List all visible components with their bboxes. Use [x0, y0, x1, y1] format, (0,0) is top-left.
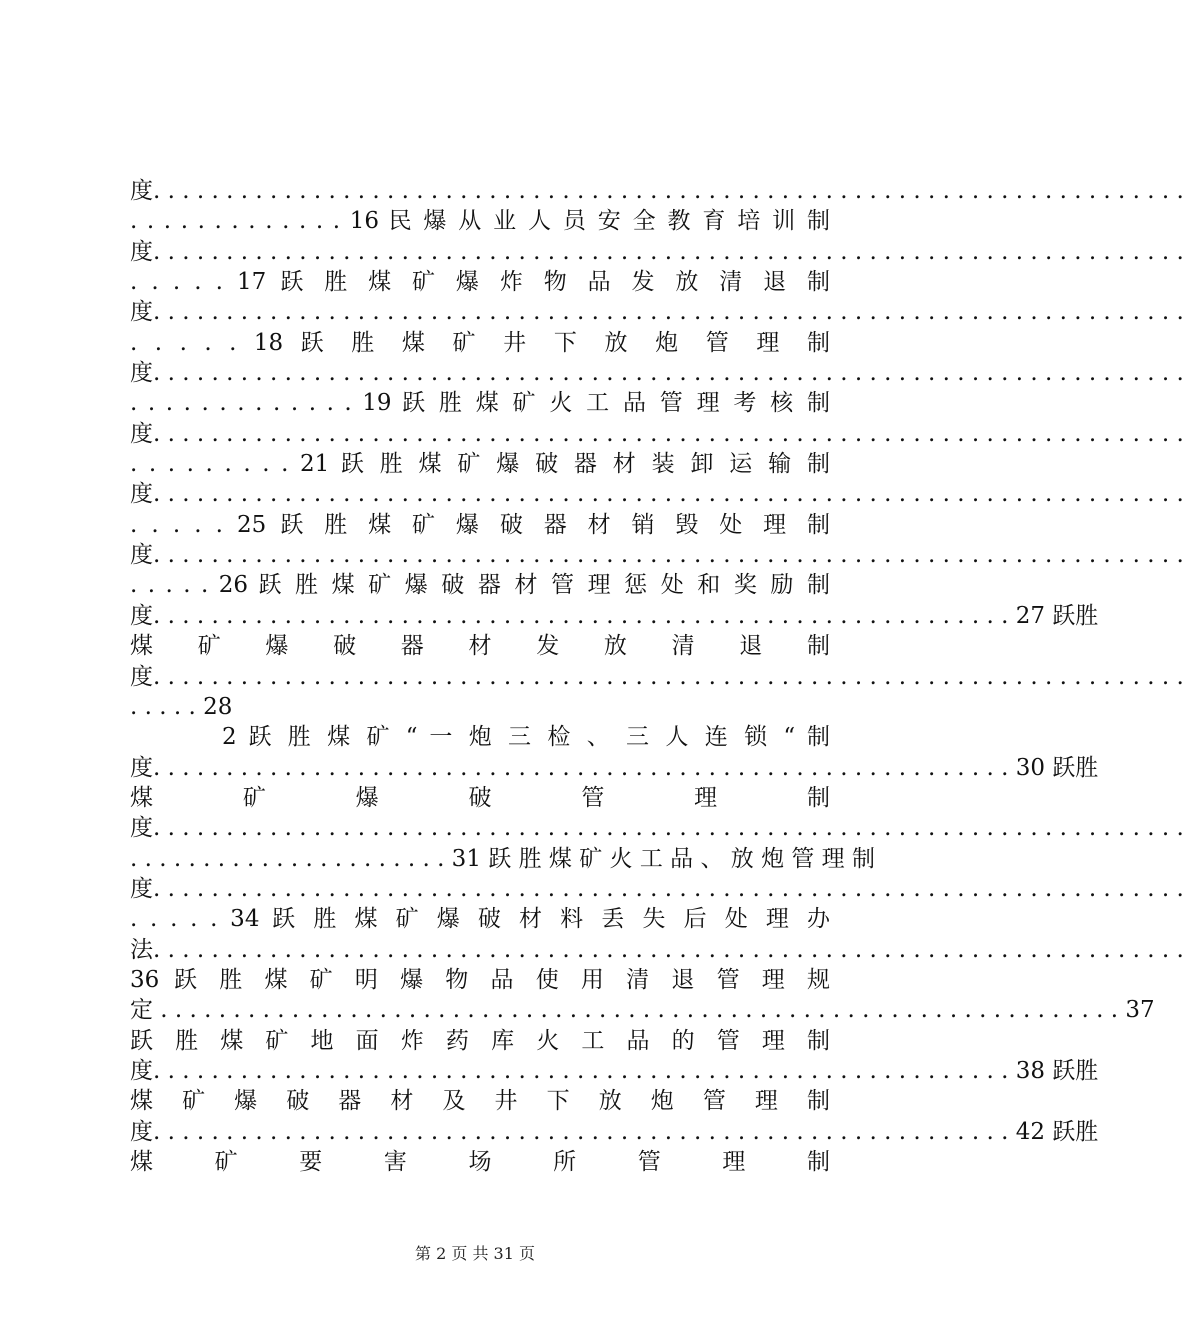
toc-line: 度. . . . . . . . . . . . . . . . . . . . . . . . . . . . . . . . . . . . . . . . . . . . . . . . . . . . . . . . . . . . . . . . . . . . . . . [130, 481, 1184, 508]
toc-line: 度. . . . . . . . . . . . . . . . . . . . . . . . . . . . . . . . . . . . . . . . . . . . . . . . . . . . . . . . . . . 30 跃胜 [130, 754, 1099, 781]
toc-line: 度. . . . . . . . . . . . . . . . . . . . . . . . . . . . . . . . . . . . . . . . . . . . . . . . . . . . . . . . . . . . . . . . . . . . . . . [130, 663, 1184, 690]
toc-line: . . . . . 25 跃 胜 煤 矿 爆 破 器 材 销 毁 处 理 制 [130, 511, 830, 538]
toc-line: 法. . . . . . . . . . . . . . . . . . . . . . . . . . . . . . . . . . . . . . . . . . . . . . . . . . . . . . . . . . . . . . . . . . . . . . . [130, 936, 1184, 963]
toc-line: 度. . . . . . . . . . . . . . . . . . . . . . . . . . . . . . . . . . . . . . . . . . . . . . . . . . . . . . . . . . . . . . . . . . . . . . . [130, 178, 1184, 204]
toc-line: 煤 矿 爆 破 器 材 及 井 下 放 炮 管 理 制 [130, 1088, 830, 1115]
toc-line: 度. . . . . . . . . . . . . . . . . . . . . . . . . . . . . . . . . . . . . . . . . . . . . . . . . . . . . . . . . . . . . . . . . . . . . . . [130, 360, 1184, 387]
toc-line: 度. . . . . . . . . . . . . . . . . . . . . . . . . . . . . . . . . . . . . . . . . . . . . . . . . . . . . . . . . . . . . . . . . . . . . . . [130, 875, 1184, 902]
toc-line: . . . . . . . . . . . . . . . . . . . . . . 31 跃 胜 煤 矿 火 工 品 、 放 炮 管 理 制 [130, 845, 875, 872]
toc-line: 度. . . . . . . . . . . . . . . . . . . . . . . . . . . . . . . . . . . . . . . . . . . . . . . . . . . . . . . . . . . . . . . . . . . . . . . [130, 420, 1184, 447]
toc-line: . . . . . . . . . . . . . 19 跃 胜 煤 矿 火 工 品 管 理 考 核 制 [130, 390, 830, 417]
toc-line: 定 . . . . . . . . . . . . . . . . . . . . . . . . . . . . . . . . . . . . . . . . . . . . . . . . . . . . . . . . . . . . . . . . . . 37 [130, 997, 1155, 1024]
toc-line: 度. . . . . . . . . . . . . . . . . . . . . . . . . . . . . . . . . . . . . . . . . . . . . . . . . . . . . . . . . . . 27 跃胜 [130, 602, 1099, 629]
toc-line: . . . . . 18 跃 胜 煤 矿 井 下 放 炮 管 理 制 [130, 329, 830, 356]
toc-line: 2 跃 胜 煤 矿 “ 一 炮 三 检 、 三 人 连 锁 “ 制 [222, 724, 830, 751]
toc-line: . . . . . 28 [130, 693, 233, 720]
toc-line: 跃 胜 煤 矿 地 面 炸 药 库 火 工 品 的 管 理 制 [130, 1027, 830, 1054]
toc-line: 度. . . . . . . . . . . . . . . . . . . . . . . . . . . . . . . . . . . . . . . . . . . . . . . . . . . . . . . . . . . 42 跃胜 [130, 1118, 1099, 1145]
toc-line: . . . . . 34 跃 胜 煤 矿 爆 破 材 料 丢 失 后 处 理 办 [130, 906, 830, 933]
toc-line: 煤 矿 爆 破 管 理 制 [130, 784, 830, 811]
toc-line: 煤 矿 爆 破 器 材 发 放 清 退 制 [130, 633, 830, 660]
toc-line: . . . . . 26 跃 胜 煤 矿 爆 破 器 材 管 理 惩 处 和 奖 励 制 [130, 572, 830, 599]
table-of-contents [130, 176, 1184, 1177]
toc-line: . . . . . . . . . 21 跃 胜 煤 矿 爆 破 器 材 装 卸 运 输 制 [130, 451, 830, 478]
toc-line: 度. . . . . . . . . . . . . . . . . . . . . . . . . . . . . . . . . . . . . . . . . . . . . . . . . . . . . . . . . . . . . . . . . . . . . . . [130, 542, 1184, 569]
toc-line: 36 跃 胜 煤 矿 明 爆 物 品 使 用 清 退 管 理 规 [130, 966, 830, 993]
toc-line: 度. . . . . . . . . . . . . . . . . . . . . . . . . . . . . . . . . . . . . . . . . . . . . . . . . . . . . . . . . . . . . . . . . . . . . . . [130, 299, 1184, 326]
page-footer: 第 2 页 共 31 页 [415, 1244, 535, 1263]
toc-line: 煤 矿 要 害 场 所 管 理 制 [130, 1149, 830, 1175]
toc-line: 度. . . . . . . . . . . . . . . . . . . . . . . . . . . . . . . . . . . . . . . . . . . . . . . . . . . . . . . . . . . . . . . . . . . . . . . [130, 238, 1184, 265]
toc-line: 度. . . . . . . . . . . . . . . . . . . . . . . . . . . . . . . . . . . . . . . . . . . . . . . . . . . . . . . . . . . 38 跃胜 [130, 1057, 1099, 1084]
toc-line: . . . . . 17 跃 胜 煤 矿 爆 炸 物 品 发 放 清 退 制 [130, 269, 830, 296]
toc-line: . . . . . . . . . . . . . 16 民 爆 从 业 人 员 安 全 教 育 培 训 制 [130, 208, 830, 235]
toc-line: 度. . . . . . . . . . . . . . . . . . . . . . . . . . . . . . . . . . . . . . . . . . . . . . . . . . . . . . . . . . . . . . . . . . . . . . . [130, 815, 1184, 842]
